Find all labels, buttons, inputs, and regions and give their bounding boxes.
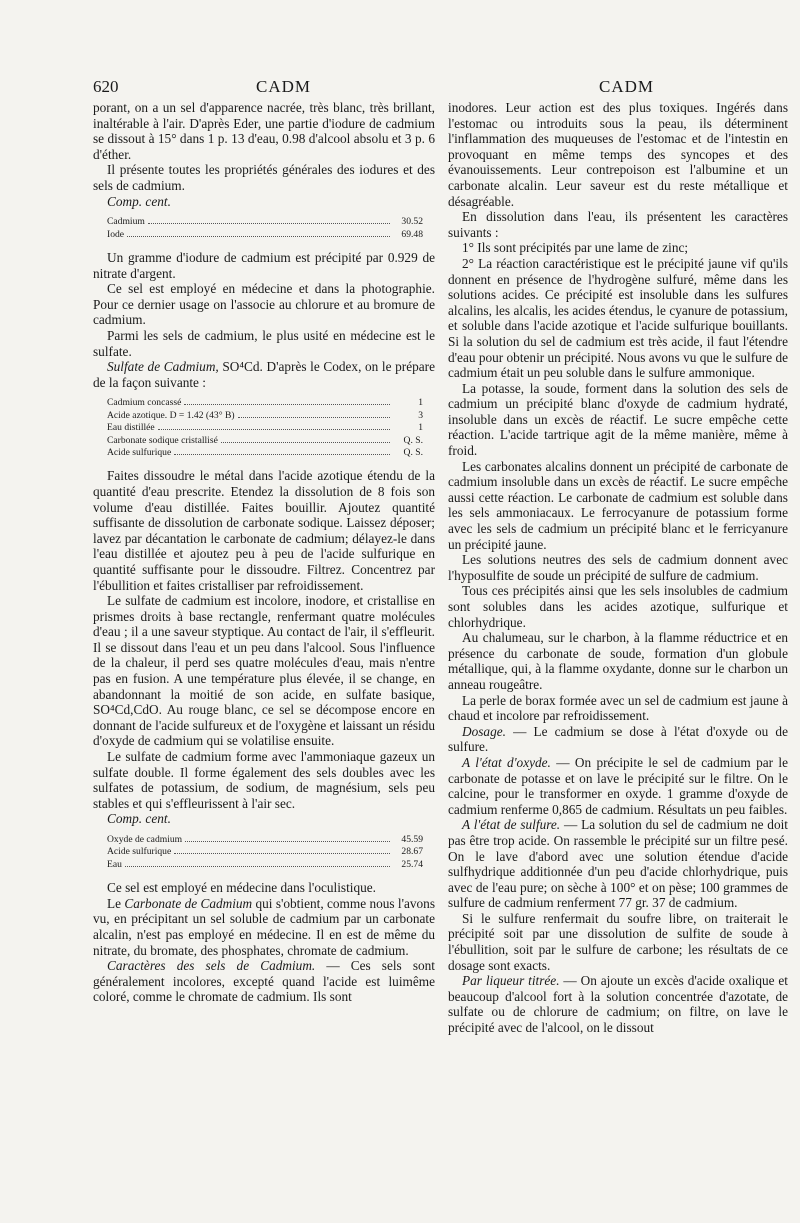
composition-label: Comp. cent. [107,193,171,209]
composition-label: Comp. cent. [107,811,171,827]
paragraph: Dosage. — Le cadmium se dose à l'état d'oxyde ou de sulfure. [448,723,788,755]
paragraph: Ce sel est employé en médecine et dans la photographie. Pour ce dernier usage on l'associe au chlorure et au bromure de cadmium. [93,281,435,328]
paragraph: La perle de borax formée avec un sel de cadmium est jaune à chaud et incolore par refroidissement. [448,692,788,724]
running-head-left: CADM [256,77,312,96]
paragraph: Le Carbonate de Cadmium qui s'obtient, comme nous l'avons vu, en précipitant un sel soluble de cadmium par un carbonate alcalin, n'est pas employé en médecine. Il en est de même du nitrate, du bromate, des phosphates, chromate de cadmium. [93,895,435,958]
paragraph: Il présente toutes les propriétés générales des iodures et des sels de cadmium. [93,162,435,193]
section-title: A l'état de sulfure. [462,817,561,833]
right-column [448,100,788,1036]
paragraph: inodores. Leur action est des plus toxiques. Ingérés dans l'estomac ou introduits sous la peau, ils déterminent l'inflammation des muqueuses de l'estomac et de l'intestin en provoquant en même temps des syncopes et des évanouissements. Leur contrepoison est l'albumine et un carbonate alcalin. Leur saveur est du reste métallique et désagréable. [448,100,788,209]
paragraph: Les carbonates alcalins donnent un précipité de carbonate de cadmium insoluble dans un excès de réactif. Le sucre empêche aussi cette réaction. Le carbonate de cadmium est soluble dans les sels ammoniacaux. Le ferrocyanure de potassium forme avec les sels de cadmium un précipité blanc et le ferricyanure un précipité jaune. [448,458,788,552]
section-title: A l'état d'oxyde. [462,754,551,770]
paragraph: Les solutions neutres des sels de cadmium donnent avec l'hyposulfite de soude un précipité de sulfure de cadmium. [448,552,788,583]
section-title: Sulfate de Cadmium, [107,359,219,375]
paragraph: 2° La réaction caractéristique est le précipité jaune vif qu'ils donnent en présence de l'hydrogène sulfuré, même dans les solutions acides. Ce précipité est insoluble dans les sulfures alcalins, les alcalis, les acides étendus, le cyanure de potassium, et soluble dans l'acide azotique et l'acide sulfurique bouillants. Si la solution du sel de cadmium est très acide, il faut l'étendre d'eau pour obtenir un précipité. Nous avons vu que le sulfure de cadmium était un peu soluble dans le sulfure ammonique. [448,255,788,381]
composition-table-sulfate [107,834,423,871]
paragraph: A l'état d'oxyde. — On précipite le sel de cadmium par le carbonate de potasse et on lave le précipité sur le filtre. On le calcine, pour le transformer en oxyde. 1 gramme d'oxyde de cadmium renferme 0,865 de cadmium. Résultats un peu faibles. [448,754,789,817]
running-head-right: CADM [599,77,655,96]
paragraph: 1° Ils sont précipités par une lame de zinc; [462,240,689,256]
paragraph: Tous ces précipités ainsi que les sels insolubles de cadmium sont solubles dans les acides azotique, sulfurique et chlorhydrique. [448,583,788,630]
paragraph: Au chalumeau, sur le charbon, à la flamme réductrice et en présence du carbonate de soude, formation d'un globule métallique, qui, à la flamme oxydante, donne sur le charbon un anneau rougeâtre. [448,630,788,692]
paragraph: A l'état de sulfure. — La solution du sel de cadmium ne doit pas être trop acide. On rassemble le précipité sur un filtre pesé. On le lave d'abord avec une solution étendue d'acide sulfhydrique additionnée d'un peu d'acide chlorhydrique, puis avec de l'eau pure; on sèche à 100° et on pèse; 100 grammes de sulfure de cadmium renferment 77 gr. 37 de cadmium. [448,817,788,911]
paragraph: Si le sulfure renfermait du soufre libre, on traiterait le précipité soit par une dissolution de sulfite de soude à l'ébullition, soit par le sulfure de carbone; les résultats de ce dosage sont exacts. [448,910,788,973]
table-row: Acide sulfurique 28.67 [107,846,423,858]
paragraph: Ce sel est employé en médecine dans l'oculistique. [107,880,376,896]
table-row: Acide azotique. D = 1.42 (43° B) 3 [107,409,423,421]
paragraph: Le sulfate de cadmium est incolore, inodore, et cristallise en prismes droits à base rectangle, renfermant quatre molécules d'eau ; il a une saveur styptique. Au contact de l'air, il s'effleurit. Il se dissout dans l'eau et un peu dans l'alcool. Sous l'influence de la chaleur, il perd ses quatre molécules d'eau, mais n'entre pas en fusion. A une température plus élevée, il se change, en abandonnant la moitié de son acide, en sulfate basique, SO⁴Cd,CdO. Au rouge blanc, ce sel se décompose encore en donnant de l'acide sulfureux et de l'oxygène et laissant un résidu d'oxyde de cadmium qui se volatilise ensuite. [93,593,435,749]
recipe-table [107,397,423,459]
page-header [0,77,800,101]
section-title: Par liqueur titrée. [462,973,560,989]
table-row: Iode 69.48 [107,228,423,240]
page-number: 620 [93,77,119,96]
section-title: Caractères des sels de Cadmium. [107,958,316,974]
table-row: Cadmium concassé 1 [107,397,423,409]
composition-table-iodide [107,216,423,241]
section-title: Dosage. [462,723,506,739]
paragraph: Le sulfate de cadmium forme avec l'ammoniaque gazeux un sulfate double. Il forme également des sels doubles avec les sulfates de potassium, de sodium, de magnésium, sels peu stables et qui s'effleurissent à l'air sec. [93,749,435,811]
section-title: Carbonate de Cadmium [124,895,253,911]
table-row: Eau 25.74 [107,858,423,870]
table-row: Cadmium 30.52 [107,216,423,228]
table-row: Oxyde de cadmium 45.59 [107,834,423,845]
paragraph: Un gramme d'iodure de cadmium est précipité par 0.929 de nitrate d'argent. [93,249,435,281]
paragraph: Parmi les sels de cadmium, le plus usité en médecine est le sulfate. [93,327,435,359]
paragraph: En dissolution dans l'eau, ils présentent les caractères suivants : [448,209,788,240]
paragraph: La potasse, la soude, forment dans la solution des sels de cadmium un précipité blanc d'oxyde de cadmium hydraté, insoluble dans un excès de réactif. Le sucre empêche cette réaction. L'acide tartrique agit de la même manière, même à froid. [448,380,788,459]
table-row: Acide sulfurique Q. S. [107,446,423,458]
table-row: Eau distillée 1 [107,422,423,434]
table-row: Carbonate sodique cristallisé Q. S. [107,434,423,446]
left-column [93,100,435,1005]
paragraph: Par liqueur titrée. — On ajoute un excès d'acide oxalique et beaucoup d'alcool fort à la solution concentrée d'azotate, de sulfate ou de chlorure de cadmium; on filtre, on lave le précipité avec de l'alcool, on le dissout [448,973,788,1036]
paragraph: Caractères des sels de Cadmium. — Ces sels sont généralement incolores, excepté quand l'acide est luimême coloré, comme le chromate de cadmium. Ils sont [93,958,435,1005]
paragraph: Sulfate de Cadmium, SO⁴Cd. D'après le Codex, on le prépare de la façon suivante : [93,359,436,390]
paragraph: Faites dissoudre le métal dans l'acide azotique étendu de la quantité d'eau prescrite. Etendez la dissolution de 8 fois son volume d'eau distillée. Faites bouillir. Ajoutez quantité suffisante de dissolution de carbonate sodique. Laissez déposer; lavez par décantation le carbonate de cadmium; délayez-le dans l'eau distillée et ajoutez peu à peu de l'acide sulfurique en quantité suffisante pour le dissoudre. Filtrez. Concentrez par l'ébullition et faites cristalliser par refroidissement. [93,468,435,593]
paragraph: porant, on a un sel d'apparence nacrée, très blanc, très brillant, inaltérable à l'air. D'après Eder, une partie d'iodure de cadmium se dissout à 15° dans 1 p. 13 d'eau, 0.98 d'alcool absolu et 3 p. 6 d'éther. [93,100,435,162]
